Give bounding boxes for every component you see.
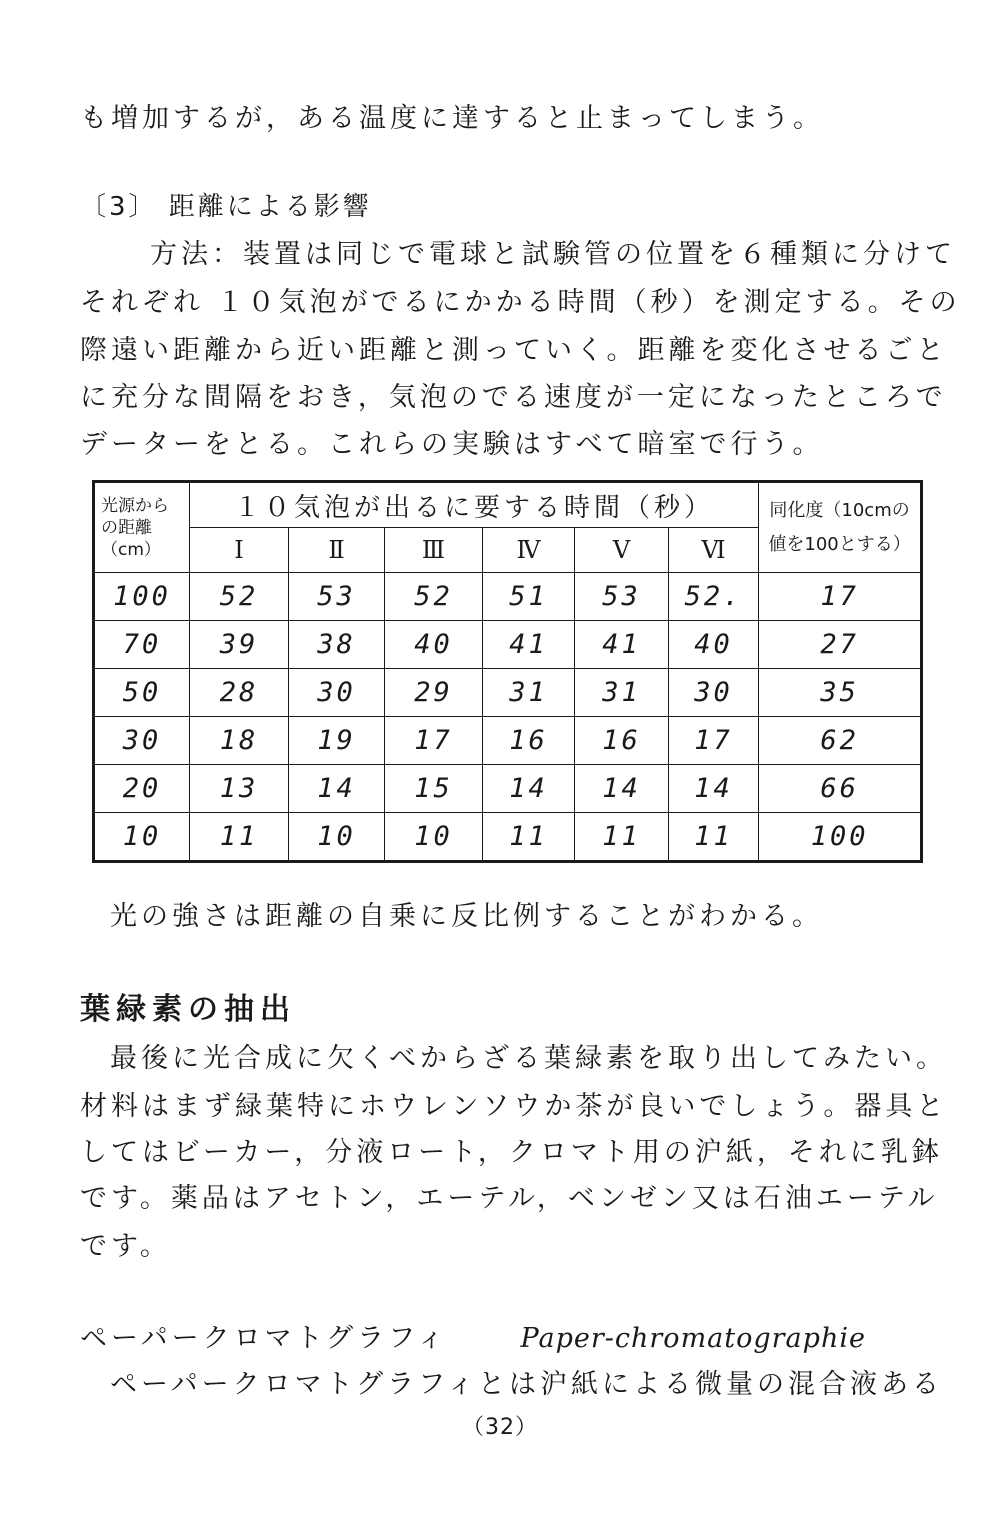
time-cell: 14 (669, 765, 759, 813)
section3-paragraph-line-5: データーをとる。これらの実験はすべて暗室で行う。 (80, 429, 824, 460)
chlorophyll-paragraph-line-1: 最後に光合成に欠くべからざる葉緑素を取り出してみたい。 (110, 1043, 947, 1074)
assimilation-header-line-1: 同化度（10cmの (769, 499, 910, 521)
table-row (94, 669, 922, 717)
assimilation-header (759, 482, 922, 573)
chlorophyll-paragraph-line-3: してはビーカー，分液ロート，クロマト用の沪紙，それに乳鉢 (80, 1137, 943, 1168)
time-cell: 52. (669, 573, 759, 621)
time-cell: 53 (289, 573, 385, 621)
assimilation-cell: 62 (759, 717, 922, 765)
time-cell: 10 (289, 813, 385, 862)
time-cell: 40 (385, 621, 483, 669)
paper-chromatography-line: ペーパークロマトグラフィとは沪紙による微量の混合液ある (110, 1369, 943, 1400)
time-cell: 30 (289, 669, 385, 717)
paper-chromatography-heading-latin: Paper-chromatographie (520, 1323, 866, 1354)
corner-header-line-1: 光源から (101, 495, 169, 516)
time-cell: 28 (190, 669, 289, 717)
time-cell: 41 (575, 621, 669, 669)
time-cell: 18 (190, 717, 289, 765)
distance-data-table (92, 480, 923, 863)
time-cell: 52 (385, 573, 483, 621)
chlorophyll-paragraph-line-4: です。薬品はアセトン，エーテル，ベンゼン又は石油エーテル (80, 1183, 939, 1214)
corner-header (94, 482, 190, 573)
trial-header-6: Ⅵ (669, 528, 759, 573)
chlorophyll-paragraph-line-5: です。 (80, 1231, 171, 1262)
time-cell: 14 (575, 765, 669, 813)
paper-chromatography-heading-jp: ペーパークロマトグラフィ (80, 1323, 448, 1354)
time-cell: 38 (289, 621, 385, 669)
distance-cell: 10 (94, 813, 190, 862)
time-cell: 11 (669, 813, 759, 862)
time-cell: 13 (190, 765, 289, 813)
time-cell: 52 (190, 573, 289, 621)
trial-header-2: Ⅱ (289, 528, 385, 573)
table-row (94, 717, 922, 765)
assimilation-cell: 66 (759, 765, 922, 813)
time-cell: 14 (289, 765, 385, 813)
chlorophyll-paragraph-line-2: 材料はまず緑葉特にホウレンソウか茶が良いでしょう。器具と (80, 1091, 948, 1122)
time-cell: 53 (575, 573, 669, 621)
time-cell: 14 (483, 765, 575, 813)
time-cell: 16 (483, 717, 575, 765)
time-cell: 51 (483, 573, 575, 621)
section3-heading: 〔3〕 距離による影響 (80, 192, 372, 222)
section3-paragraph-line-4: に充分な間隔をおき，気泡のでる速度が一定になったところで (80, 382, 947, 413)
assimilation-cell: 27 (759, 621, 922, 669)
time-cell: 17 (385, 717, 483, 765)
trial-header-5: Ⅴ (575, 528, 669, 573)
time-cell: 11 (190, 813, 289, 862)
time-cell: 15 (385, 765, 483, 813)
time-cell: 40 (669, 621, 759, 669)
time-cell: 39 (190, 621, 289, 669)
corner-header-line-3: （cm） (101, 539, 161, 560)
time-cell: 31 (575, 669, 669, 717)
chlorophyll-heading: 葉緑素の抽出 (80, 992, 296, 1027)
time-cell: 10 (385, 813, 483, 862)
table-row (94, 621, 922, 669)
assimilation-cell: 35 (759, 669, 922, 717)
section3-paragraph-line-1: 方法：装置は同じで電球と試験管の位置を６種類に分けて (150, 239, 956, 270)
distance-cell: 100 (94, 573, 190, 621)
assimilation-cell: 17 (759, 573, 922, 621)
time-cell: 19 (289, 717, 385, 765)
time-cell: 29 (385, 669, 483, 717)
distance-cell: 30 (94, 717, 190, 765)
section3-paragraph-line-3: 際遠い距離から近い距離と測っていく。距離を変化させるごと (80, 335, 948, 366)
table-row (94, 573, 922, 621)
time-header: １０気泡が出るに要する時間（秒） (190, 482, 759, 528)
time-cell: 41 (483, 621, 575, 669)
conclusion-line: 光の強さは距離の自乗に反比例することがわかる。 (110, 901, 823, 932)
corner-header-line-2: の距離 (101, 517, 152, 538)
trial-header-1: Ⅰ (190, 528, 289, 573)
distance-cell: 70 (94, 621, 190, 669)
time-cell: 11 (483, 813, 575, 862)
assimilation-cell: 100 (759, 813, 922, 862)
paper-chromatography-heading (80, 1316, 866, 1355)
table-row (94, 813, 922, 862)
assimilation-header-line-2: 値を100とする） (768, 533, 911, 555)
page-number: （32） (462, 1415, 538, 1440)
time-cell: 17 (669, 717, 759, 765)
time-cell: 11 (575, 813, 669, 862)
distance-cell: 20 (94, 765, 190, 813)
distance-cell: 50 (94, 669, 190, 717)
time-cell: 16 (575, 717, 669, 765)
table-row (94, 765, 922, 813)
time-cell: 31 (483, 669, 575, 717)
time-cell: 30 (669, 669, 759, 717)
trial-header-4: Ⅳ (483, 528, 575, 573)
intro-line: も増加するが，ある温度に達すると止まってしまう。 (80, 103, 824, 134)
section3-paragraph-line-2: それぞれ １０気泡がでるにかかる時間（秒）を測定する。その (80, 287, 961, 318)
trial-header-3: Ⅲ (385, 528, 483, 573)
